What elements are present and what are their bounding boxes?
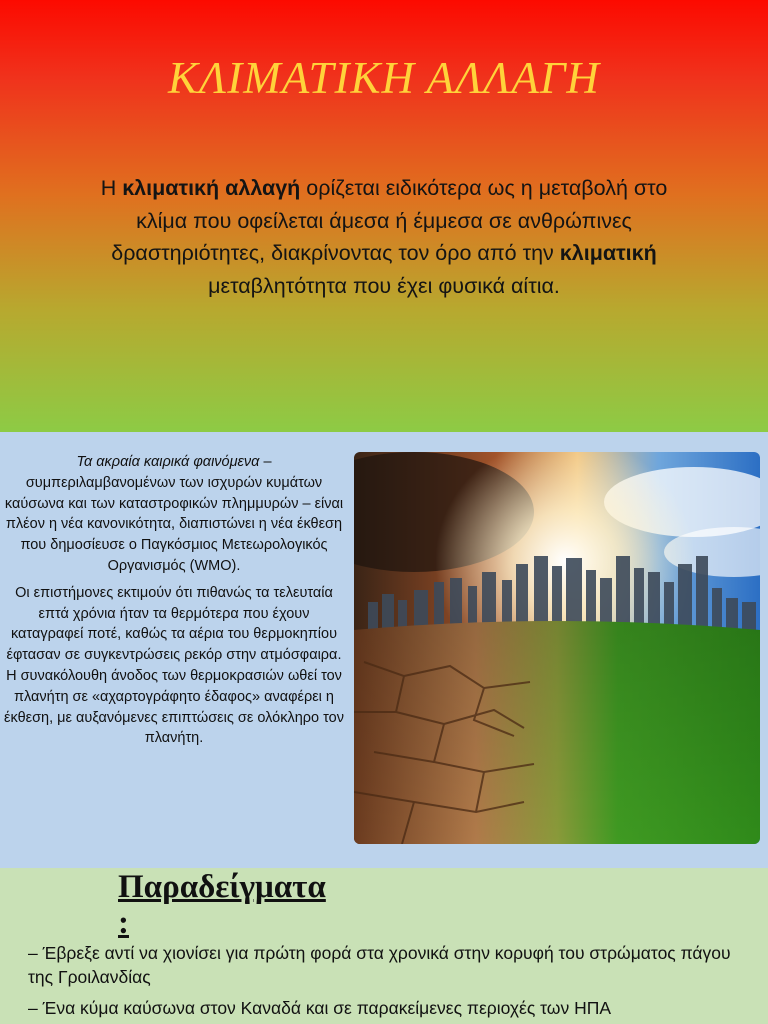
examples-panel — [0, 868, 768, 1024]
intro-text-3: μεταβλητότητα που έχει φυσικά αίτια. — [208, 273, 560, 298]
intro-paragraph — [100, 172, 668, 302]
intro-text-1: Η — [100, 176, 123, 200]
intro-bold-1: κλιματική αλλαγή — [122, 176, 301, 200]
page-title: ΚΛΙΜΑΤΙΚΗ ΑΛΛΑΓΗ — [168, 53, 600, 103]
article-paragraph-1 — [4, 452, 344, 577]
examples-heading-colon: : — [118, 905, 129, 941]
example-item-1: – Έβρεξε αντί να χιονίσει για πρώτη φορά στα χρονικά στην κορυφή του στρώματος πάγου της Γροιλανδίας — [28, 943, 731, 987]
header-panel — [0, 0, 768, 432]
article-lead: Τα ακραία καιρικά φαινόμενα — [76, 454, 260, 470]
article-text — [4, 452, 344, 749]
examples-heading: Παραδείγματα — [118, 869, 326, 905]
intro-bold-2: κλιματική — [559, 241, 657, 265]
example-item-2: – Ένα κύμα καύσωνα στον Καναδά και σε παρακείμενες περιοχές των ΗΠΑ — [28, 998, 612, 1018]
article-paragraph-1-text: – συμπεριλαμβανομένων των ισχυρών κυμάτων καύσωνα και των καταστροφικών πλημμυρών – είναι πλέον η νέα κανονικότητα, διαπιστώνει η νέα έκθεση που δημοσίευσε ο Παγκόσμιος Μετεωρολογικός Οργανισμός (WMO). — [4, 454, 344, 574]
climate-contrast-image — [354, 452, 760, 844]
intro-text-2: ορίζεται ειδικότερα ως η μεταβολή στο κλίμα που οφείλεται άμεσα ή έμμεσα σε ανθρώπινες δραστηριότητες, διακρίνοντας τον όρο από την — [111, 176, 668, 265]
article-paragraph-2: Οι επιστήμονες εκτιμούν ότι πιθανώς τα τελευταία επτά χρόνια ήταν τα θερμότερα που έχουν καταγραφεί ποτέ, καθώς τα αέρια του θερμοκηπίου έφτασαν σε συγκεντρώσεις ρεκόρ στην ατμόσφαιρα. Η συνακόλουθη άνοδος των θερμοκρασιών ωθεί τον πλανήτη σε «αχαρτογράφητο έδαφος» αναφέρει η έκθεση, με αυξανόμενες επιπτώσεις σε ολόκληρο τον πλανήτη. — [4, 584, 344, 747]
examples-list — [28, 942, 758, 1021]
